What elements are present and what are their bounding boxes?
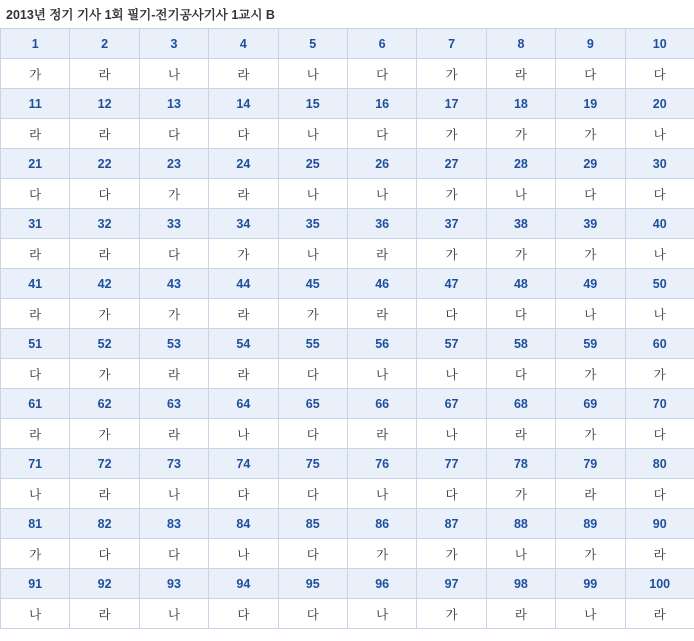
answer-cell: 라 [486,599,555,629]
answer-cell: 가 [556,239,625,269]
answer-cell: 라 [347,419,416,449]
table-row-answers [1,359,694,389]
answer-cell: 가 [70,419,139,449]
table-row-numbers [1,569,694,599]
question-number-cell: 36 [347,209,416,239]
question-number-cell: 100 [625,569,694,599]
question-number-cell: 6 [347,29,416,59]
answer-cell: 다 [278,539,347,569]
question-number-cell: 45 [278,269,347,299]
question-number-cell: 12 [70,89,139,119]
question-number-cell: 75 [278,449,347,479]
answer-cell: 나 [625,119,694,149]
answer-cell: 가 [625,359,694,389]
answer-cell: 라 [209,359,278,389]
answer-cell: 다 [278,419,347,449]
answer-cell: 나 [278,119,347,149]
question-number-cell: 24 [209,149,278,179]
answer-cell: 다 [139,239,208,269]
answer-cell: 라 [209,59,278,89]
question-number-cell: 84 [209,509,278,539]
question-number-cell: 77 [417,449,486,479]
answer-cell: 나 [278,179,347,209]
question-number-cell: 46 [347,269,416,299]
answer-cell: 라 [486,59,555,89]
answer-cell: 다 [209,599,278,629]
question-number-cell: 63 [139,389,208,419]
question-number-cell: 94 [209,569,278,599]
question-number-cell: 37 [417,209,486,239]
question-number-cell: 10 [625,29,694,59]
answer-cell: 가 [417,539,486,569]
answer-cell: 다 [417,479,486,509]
question-number-cell: 54 [209,329,278,359]
question-number-cell: 76 [347,449,416,479]
question-number-cell: 72 [70,449,139,479]
table-row-answers [1,239,694,269]
answer-cell: 다 [625,419,694,449]
answer-cell: 나 [625,299,694,329]
answer-cell: 가 [556,119,625,149]
answer-cell: 라 [1,419,70,449]
answer-cell: 가 [417,179,486,209]
answer-cell: 다 [625,59,694,89]
answer-cell: 가 [556,539,625,569]
question-number-cell: 7 [417,29,486,59]
answer-cell: 라 [70,119,139,149]
answer-cell: 가 [486,239,555,269]
answer-cell: 다 [70,179,139,209]
answer-cell: 나 [278,59,347,89]
answer-cell: 가 [556,359,625,389]
answer-cell: 가 [417,119,486,149]
answer-cell: 나 [347,359,416,389]
question-number-cell: 51 [1,329,70,359]
question-number-cell: 78 [486,449,555,479]
answer-cell: 가 [417,59,486,89]
question-number-cell: 4 [209,29,278,59]
question-number-cell: 14 [209,89,278,119]
answer-cell: 가 [70,299,139,329]
question-number-cell: 52 [70,329,139,359]
table-row-numbers [1,29,694,59]
table-row-numbers [1,89,694,119]
answer-cell: 나 [556,299,625,329]
answer-cell: 나 [347,479,416,509]
question-number-cell: 98 [486,569,555,599]
question-number-cell: 99 [556,569,625,599]
answer-cell: 나 [209,539,278,569]
question-number-cell: 23 [139,149,208,179]
answer-cell: 라 [70,59,139,89]
question-number-cell: 38 [486,209,555,239]
answer-cell: 가 [486,479,555,509]
answer-cell: 다 [1,179,70,209]
answer-cell: 나 [139,59,208,89]
answer-cell: 라 [625,539,694,569]
answer-cell: 라 [1,239,70,269]
question-number-cell: 69 [556,389,625,419]
table-row-answers [1,299,694,329]
question-number-cell: 53 [139,329,208,359]
question-number-cell: 73 [139,449,208,479]
answer-cell: 나 [625,239,694,269]
answer-cell: 나 [1,599,70,629]
answer-cell: 다 [347,119,416,149]
question-number-cell: 74 [209,449,278,479]
question-number-cell: 64 [209,389,278,419]
table-row-numbers [1,149,694,179]
answer-cell: 가 [139,299,208,329]
question-number-cell: 3 [139,29,208,59]
answer-cell: 다 [278,599,347,629]
answer-cell: 라 [139,419,208,449]
answer-cell: 나 [556,599,625,629]
table-row-numbers [1,209,694,239]
answer-cell: 나 [209,419,278,449]
answer-key-body [1,29,694,629]
answer-cell: 다 [278,479,347,509]
question-number-cell: 90 [625,509,694,539]
question-number-cell: 96 [347,569,416,599]
question-number-cell: 50 [625,269,694,299]
answer-cell: 나 [486,539,555,569]
question-number-cell: 27 [417,149,486,179]
answer-cell: 라 [70,599,139,629]
answer-cell: 가 [278,299,347,329]
question-number-cell: 42 [70,269,139,299]
table-row-numbers [1,509,694,539]
question-number-cell: 13 [139,89,208,119]
question-number-cell: 29 [556,149,625,179]
question-number-cell: 88 [486,509,555,539]
question-number-cell: 9 [556,29,625,59]
question-number-cell: 86 [347,509,416,539]
question-number-cell: 47 [417,269,486,299]
question-number-cell: 5 [278,29,347,59]
question-number-cell: 92 [70,569,139,599]
table-row-numbers [1,269,694,299]
question-number-cell: 20 [625,89,694,119]
question-number-cell: 35 [278,209,347,239]
question-number-cell: 80 [625,449,694,479]
question-number-cell: 26 [347,149,416,179]
answer-cell: 가 [70,359,139,389]
question-number-cell: 40 [625,209,694,239]
answer-cell: 라 [347,239,416,269]
answer-cell: 가 [556,419,625,449]
question-number-cell: 19 [556,89,625,119]
answer-cell: 가 [486,119,555,149]
question-number-cell: 70 [625,389,694,419]
answer-cell: 나 [278,239,347,269]
answer-cell: 라 [70,479,139,509]
question-number-cell: 95 [278,569,347,599]
answer-cell: 다 [417,299,486,329]
answer-cell: 가 [1,59,70,89]
question-number-cell: 48 [486,269,555,299]
answer-cell: 나 [1,479,70,509]
question-number-cell: 28 [486,149,555,179]
question-number-cell: 58 [486,329,555,359]
question-number-cell: 21 [1,149,70,179]
question-number-cell: 22 [70,149,139,179]
question-number-cell: 11 [1,89,70,119]
question-number-cell: 33 [139,209,208,239]
question-number-cell: 17 [417,89,486,119]
question-number-cell: 61 [1,389,70,419]
question-number-cell: 67 [417,389,486,419]
answer-cell: 다 [556,179,625,209]
answer-cell: 나 [417,419,486,449]
question-number-cell: 49 [556,269,625,299]
question-number-cell: 18 [486,89,555,119]
answer-cell: 나 [139,599,208,629]
question-number-cell: 8 [486,29,555,59]
question-number-cell: 79 [556,449,625,479]
table-row-answers [1,59,694,89]
table-row-answers [1,539,694,569]
question-number-cell: 66 [347,389,416,419]
table-row-numbers [1,449,694,479]
question-number-cell: 39 [556,209,625,239]
answer-cell: 가 [1,539,70,569]
answer-cell: 나 [139,479,208,509]
answer-cell: 다 [278,359,347,389]
answer-cell: 다 [347,59,416,89]
answer-cell: 나 [347,599,416,629]
answer-cell: 라 [625,599,694,629]
question-number-cell: 43 [139,269,208,299]
answer-cell: 가 [209,239,278,269]
table-row-answers [1,599,694,629]
question-number-cell: 44 [209,269,278,299]
question-number-cell: 31 [1,209,70,239]
answer-cell: 다 [139,119,208,149]
question-number-cell: 34 [209,209,278,239]
question-number-cell: 15 [278,89,347,119]
question-number-cell: 97 [417,569,486,599]
question-number-cell: 30 [625,149,694,179]
answer-cell: 라 [1,299,70,329]
answer-cell: 가 [417,239,486,269]
question-number-cell: 57 [417,329,486,359]
answer-cell: 가 [139,179,208,209]
answer-cell: 나 [347,179,416,209]
question-number-cell: 93 [139,569,208,599]
question-number-cell: 87 [417,509,486,539]
question-number-cell: 32 [70,209,139,239]
question-number-cell: 68 [486,389,555,419]
table-row-answers [1,479,694,509]
question-number-cell: 85 [278,509,347,539]
question-number-cell: 59 [556,329,625,359]
answer-cell: 나 [417,359,486,389]
answer-cell: 라 [1,119,70,149]
answer-cell: 다 [1,359,70,389]
question-number-cell: 16 [347,89,416,119]
question-number-cell: 1 [1,29,70,59]
question-number-cell: 91 [1,569,70,599]
answer-cell: 다 [486,359,555,389]
question-number-cell: 41 [1,269,70,299]
question-number-cell: 2 [70,29,139,59]
page-title-bar [0,0,694,28]
answer-cell: 다 [209,119,278,149]
page-title: 2013년 정기 기사 1회 필기-전기공사기사 1교시 B [6,8,275,22]
answer-cell: 라 [139,359,208,389]
question-number-cell: 62 [70,389,139,419]
question-number-cell: 60 [625,329,694,359]
question-number-cell: 65 [278,389,347,419]
answer-cell: 다 [70,539,139,569]
answer-cell: 가 [347,539,416,569]
table-row-answers [1,119,694,149]
answer-cell: 라 [486,419,555,449]
answer-cell: 다 [486,299,555,329]
table-row-numbers [1,329,694,359]
answer-cell: 가 [417,599,486,629]
table-row-answers [1,179,694,209]
answer-cell: 다 [556,59,625,89]
question-number-cell: 56 [347,329,416,359]
answer-cell: 라 [556,479,625,509]
question-number-cell: 55 [278,329,347,359]
question-number-cell: 82 [70,509,139,539]
question-number-cell: 83 [139,509,208,539]
question-number-cell: 81 [1,509,70,539]
answer-cell: 다 [209,479,278,509]
answer-cell: 라 [70,239,139,269]
answer-cell: 라 [209,299,278,329]
table-row-answers [1,419,694,449]
answer-cell: 라 [347,299,416,329]
answer-cell: 다 [625,479,694,509]
answer-cell: 나 [486,179,555,209]
table-row-numbers [1,389,694,419]
question-number-cell: 71 [1,449,70,479]
answer-key-table [0,28,694,629]
question-number-cell: 89 [556,509,625,539]
answer-cell: 다 [139,539,208,569]
answer-cell: 라 [209,179,278,209]
answer-cell: 다 [625,179,694,209]
question-number-cell: 25 [278,149,347,179]
